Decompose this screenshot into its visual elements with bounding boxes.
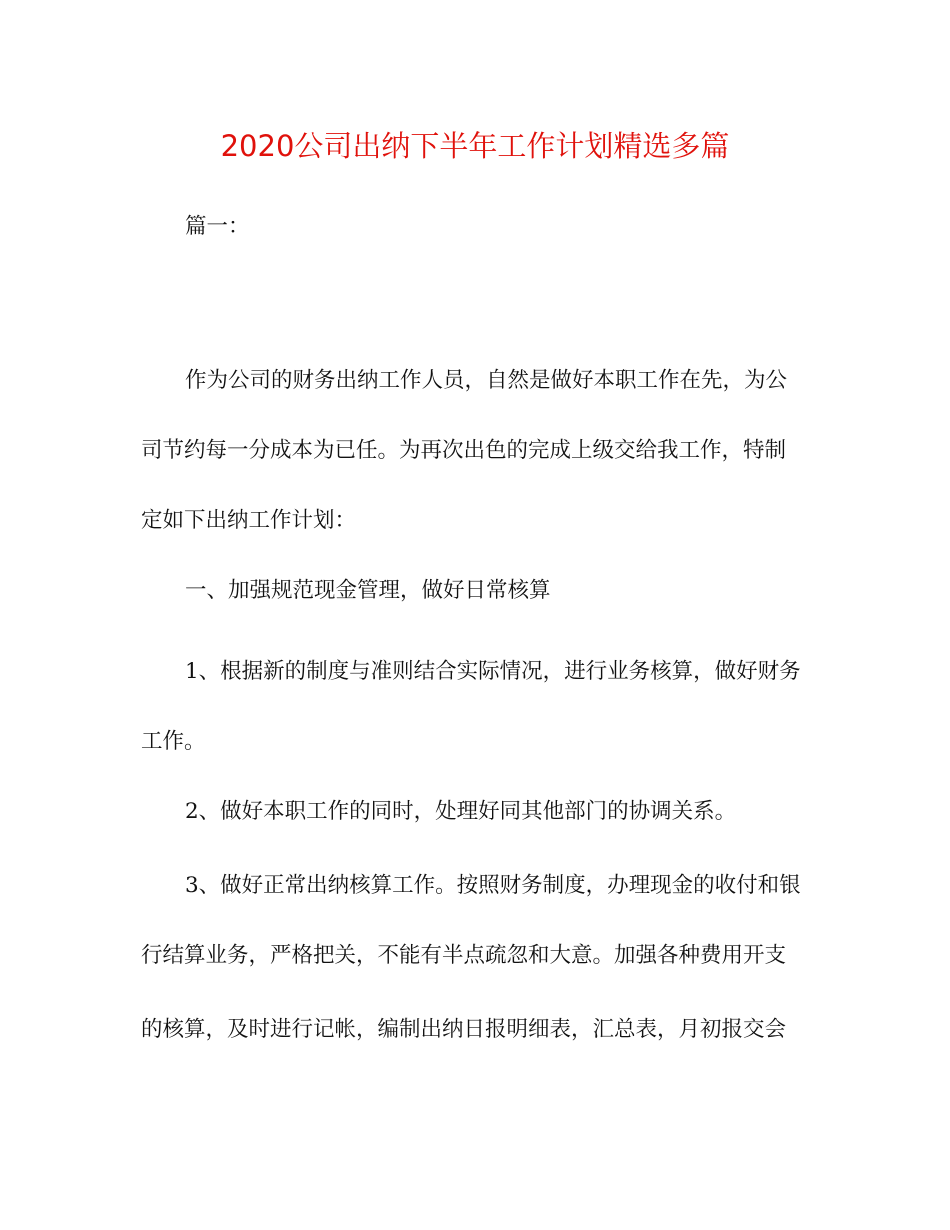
paragraph-line: 工作。 (141, 729, 206, 754)
paragraph-line: 的核算，及时进行记帐，编制出纳日报明细表，汇总表，月初报交会 (141, 1017, 787, 1042)
paragraph-line: 司节约每一分成本为已任。为再次出色的完成上级交给我工作，特制 (141, 438, 787, 463)
paragraph-line: 定如下出纳工作计划： (141, 508, 357, 533)
paragraph-line: 作为公司的财务出纳工作人员，自然是做好本职工作在先，为公 (185, 368, 788, 393)
section-subheading: 一、加强规范现金管理，做好日常核算 (185, 578, 551, 603)
document-title: 2020公司出纳下半年工作计划精选多篇 (220, 129, 730, 163)
paragraph-line: 3、做好正常出纳核算工作。按照财务制度，办理现金的收付和银 (185, 873, 801, 898)
paragraph-line: 1、根据新的制度与准则结合实际情况，进行业务核算，做好财务 (185, 659, 801, 684)
paragraph-line: 行结算业务，严格把关，不能有半点疏忽和大意。加强各种费用开支 (141, 943, 787, 968)
paragraph-line: 2、做好本职工作的同时，处理好同其他部门的协调关系。 (185, 799, 737, 824)
section-heading: 篇一： (185, 214, 250, 239)
